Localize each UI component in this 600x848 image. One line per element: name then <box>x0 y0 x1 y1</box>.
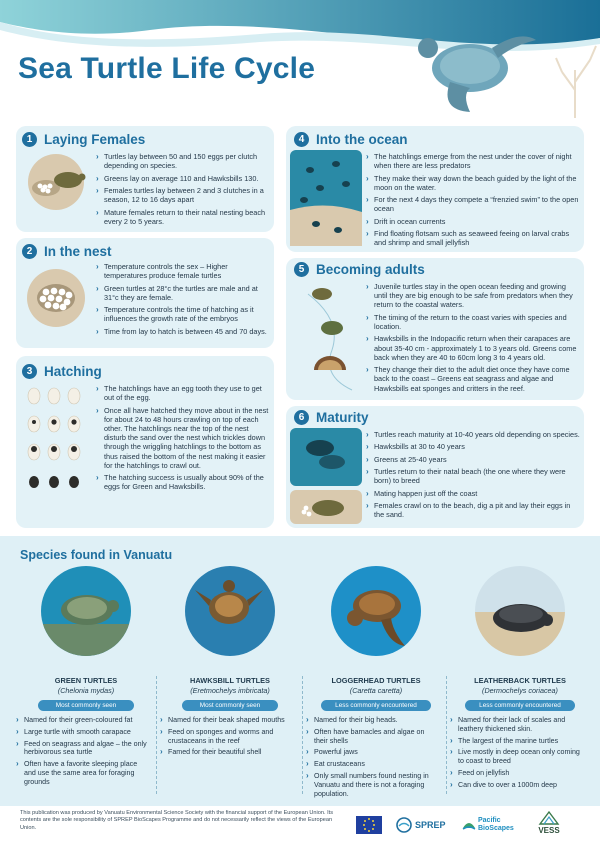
section-title: Maturity <box>316 410 369 425</box>
list-item: › Temperature controls the time of hatching as it influences the growth rate of the embryos <box>96 305 272 323</box>
list-item: › Mating happen just off the coast <box>366 489 580 498</box>
nesting-turtle-icon <box>16 152 94 212</box>
pacific-bioscapes-logo <box>462 810 522 840</box>
list-item: › The hatchlings have an egg tooth they use to get out of the egg. <box>96 384 272 402</box>
list-item: › Named for their lack of scales and leathery thickened skin. <box>450 716 586 734</box>
species-green-turtle <box>16 566 156 790</box>
list-item: › Greens lay on average 110 and Hawksbills 130. <box>96 174 272 183</box>
in-the-nest-heading <box>22 244 112 259</box>
becoming-adults-list <box>366 282 580 396</box>
list-item: › Feed on seagrass and algae – the only herbivorous sea turtle <box>16 740 148 758</box>
list-item: › Often have a favorite sleeping place and use the same area for foraging grounds <box>16 760 148 786</box>
list-item: › Find floating flotsam such as seaweed feeing on larval crabs and shrimp and small jellyfish <box>366 229 580 247</box>
step-number: 1 <box>22 132 37 147</box>
list-item: › Green turtles at 28°c the turtles are male and at 31°c they are female. <box>96 284 272 302</box>
green-turtle-photo <box>41 566 131 656</box>
species-scientific-name: (Caretta caretta) <box>349 686 403 695</box>
bioscapes-mark-icon <box>462 818 476 832</box>
list-item: › Live mostly in deep ocean only coming to coast to breed <box>450 748 586 766</box>
list-item: › Feed on jellyfish <box>450 769 586 778</box>
list-item: › Often have barnacles and algae on their shells <box>306 728 438 746</box>
list-item: › Feed on sponges and worms and crustaceans in the reef <box>160 728 292 746</box>
list-item: › Large turtle with smooth carapace <box>16 728 148 737</box>
hawksbill-turtle-photo <box>185 566 275 656</box>
list-item: › The largest of the marine turtles <box>450 737 586 746</box>
species-name: LEATHERBACK TURTLES <box>474 676 566 685</box>
step-number: 6 <box>294 410 309 425</box>
divider <box>156 676 157 794</box>
status-badge: Less commonly encountered <box>321 700 431 711</box>
list-item: › They make their way down the beach guided by the light of the moon on the water. <box>366 174 580 192</box>
section-title: Hatching <box>44 364 102 379</box>
list-item: › Turtles lay between 50 and 150 eggs per clutch depending on species. <box>96 152 272 170</box>
sprep-logo-text: SPREP <box>415 820 446 830</box>
list-item: › Hawksbills at 30 to 40 years <box>366 442 580 451</box>
laying-females-heading <box>22 132 145 147</box>
hatching-eggs-icon <box>24 386 90 500</box>
laying-females-list <box>96 152 272 229</box>
step-number: 4 <box>294 132 309 147</box>
species-facts <box>160 716 292 757</box>
footer-disclaimer: This publication was produced by Vanuatu Environmental Science Society with the financial support of the European Union. Its contents are the sole responsibility of SPREP BioScapes Programme and do not necessarily reflect the views of the European Union. <box>20 810 334 831</box>
list-item: › Time from lay to hatch is between 45 and 70 days. <box>96 327 272 336</box>
nest-eggs-icon <box>16 266 94 330</box>
divider <box>302 676 303 794</box>
list-item: › Named for their beak shaped mouths <box>160 716 292 725</box>
species-facts <box>16 716 148 787</box>
species-name: HAWKSBILL TURTLES <box>190 676 270 685</box>
list-item: › Famed for their beautiful shell <box>160 748 292 757</box>
header-banner <box>0 0 600 118</box>
list-item: › The timing of the return to the coast varies with species and location. <box>366 313 580 331</box>
section-title: Laying Females <box>44 132 146 147</box>
list-item: › Once all have hatched they move about in the nest for about 24 to 48 hours crawling on top of each other. The hatchlings near the top of the nest disturb the sand over the nest which trickles down through the wriggling hatchlings to the bottom as thus raised the bottom of the nest making it easier for the hatchlings to crawl out. <box>96 406 272 470</box>
list-item: › Eat crustaceans <box>306 760 438 769</box>
species-scientific-name: (Eretmochelys imbricata) <box>190 686 270 695</box>
vess-logo <box>538 810 560 840</box>
species-name: LOGGERHEAD TURTLES <box>331 676 421 685</box>
species-facts <box>306 716 438 798</box>
page-title: Sea Turtle Life Cycle <box>18 52 316 85</box>
divider <box>446 676 447 794</box>
step-number: 3 <box>22 364 37 379</box>
eu-logo <box>356 810 382 840</box>
step-number: 5 <box>294 262 309 277</box>
mating-turtles-icon <box>290 428 362 524</box>
species-name: GREEN TURTLES <box>54 676 118 685</box>
into-the-ocean-list <box>366 152 580 251</box>
list-item: › Females crawl on to the beach, dig a pit and lay their eggs in the sand. <box>366 501 580 519</box>
sprep-logo <box>396 810 446 840</box>
sprep-mark-icon <box>396 817 412 833</box>
list-item: › Only small numbers found nesting in Vanuatu and there is not a foraging population. <box>306 772 438 798</box>
list-item: › Greens at 25-40 years <box>366 455 580 464</box>
status-badge: Most commonly seen <box>38 700 134 711</box>
species-hawksbill-turtle <box>160 566 300 760</box>
bioscapes-logo-text: Pacific BioScapes <box>478 817 514 832</box>
list-item: › They change their diet to the adult diet once they have come back to the coast – Greens eat seagrass and algae and Hawksbills eat sponges and critters in the reef. <box>366 365 580 393</box>
list-item: › Females turtles lay between 2 and 3 clutches in a season, 12 to 16 days apart <box>96 186 272 204</box>
maturity-heading <box>294 410 369 425</box>
list-item: › Drift in ocean currents <box>366 217 580 226</box>
species-leatherback-turtle <box>450 566 590 793</box>
eu-flag-icon <box>356 816 382 834</box>
leatherback-turtle-photo <box>475 566 565 656</box>
list-item: › For the next 4 days they compete a “frenzied swim” to the open ocean <box>366 195 580 213</box>
into-the-ocean-heading <box>294 132 408 147</box>
list-item: › Named for their green-coloured fat <box>16 716 148 725</box>
species-scientific-name: (Dermochelys coriacea) <box>482 686 558 695</box>
coral-icon <box>556 46 596 118</box>
vess-logo-text: VESS <box>538 826 560 835</box>
step-number: 2 <box>22 244 37 259</box>
species-facts <box>450 716 586 790</box>
list-item: › Turtles reach maturity at 10-40 years old depending on species. <box>366 430 580 439</box>
species-heading: Species found in Vanuatu <box>20 548 173 562</box>
hatching-heading <box>22 364 102 379</box>
list-item: › Powerful jaws <box>306 748 438 757</box>
loggerhead-turtle-photo <box>331 566 421 656</box>
list-item: › The hatching success is usually about 90% of the eggs for Green and Hawksbills. <box>96 473 272 491</box>
hatching-list <box>96 384 272 495</box>
status-badge: Most commonly seen <box>182 700 278 711</box>
vess-mark-icon <box>538 810 560 826</box>
list-item: › Can dive to over a 1000m deep <box>450 781 586 790</box>
list-item: › Juvenile turtles stay in the open ocean feeding and growing until they are big enough to be safe from predators when they return to the coastal waters. <box>366 282 580 310</box>
species-scientific-name: (Chelonia mydas) <box>57 686 115 695</box>
becoming-adults-heading <box>294 262 425 277</box>
list-item: › Named for their big heads. <box>306 716 438 725</box>
juvenile-turtles-icon <box>292 280 364 396</box>
list-item: › The hatchlings emerge from the nest under the cover of night when there are less predators <box>366 152 580 170</box>
section-title: In the nest <box>44 244 112 259</box>
status-badge: Less commonly encountered <box>465 700 575 711</box>
list-item: › Hawksbills in the Indopacific return when their carapaces are about 35-40 cm - approximately 1 to 3 years old. Greens come back when they are 40 to 60cm long 3 to 4 years old. <box>366 334 580 362</box>
species-loggerhead-turtle <box>306 566 446 801</box>
section-title: Becoming adults <box>316 262 425 277</box>
list-item: › Turtles return to their natal beach (the one where they were born) to breed <box>366 467 580 485</box>
maturity-list <box>366 430 580 523</box>
section-title: Into the ocean <box>316 132 408 147</box>
hatchlings-to-ocean-icon <box>290 150 362 246</box>
in-the-nest-list <box>96 262 272 339</box>
list-item: › Mature females return to their natal nesting beach every 2 to 5 years. <box>96 208 272 226</box>
list-item: › Temperature controls the sex – Higher temperatures produce female turtles <box>96 262 272 280</box>
